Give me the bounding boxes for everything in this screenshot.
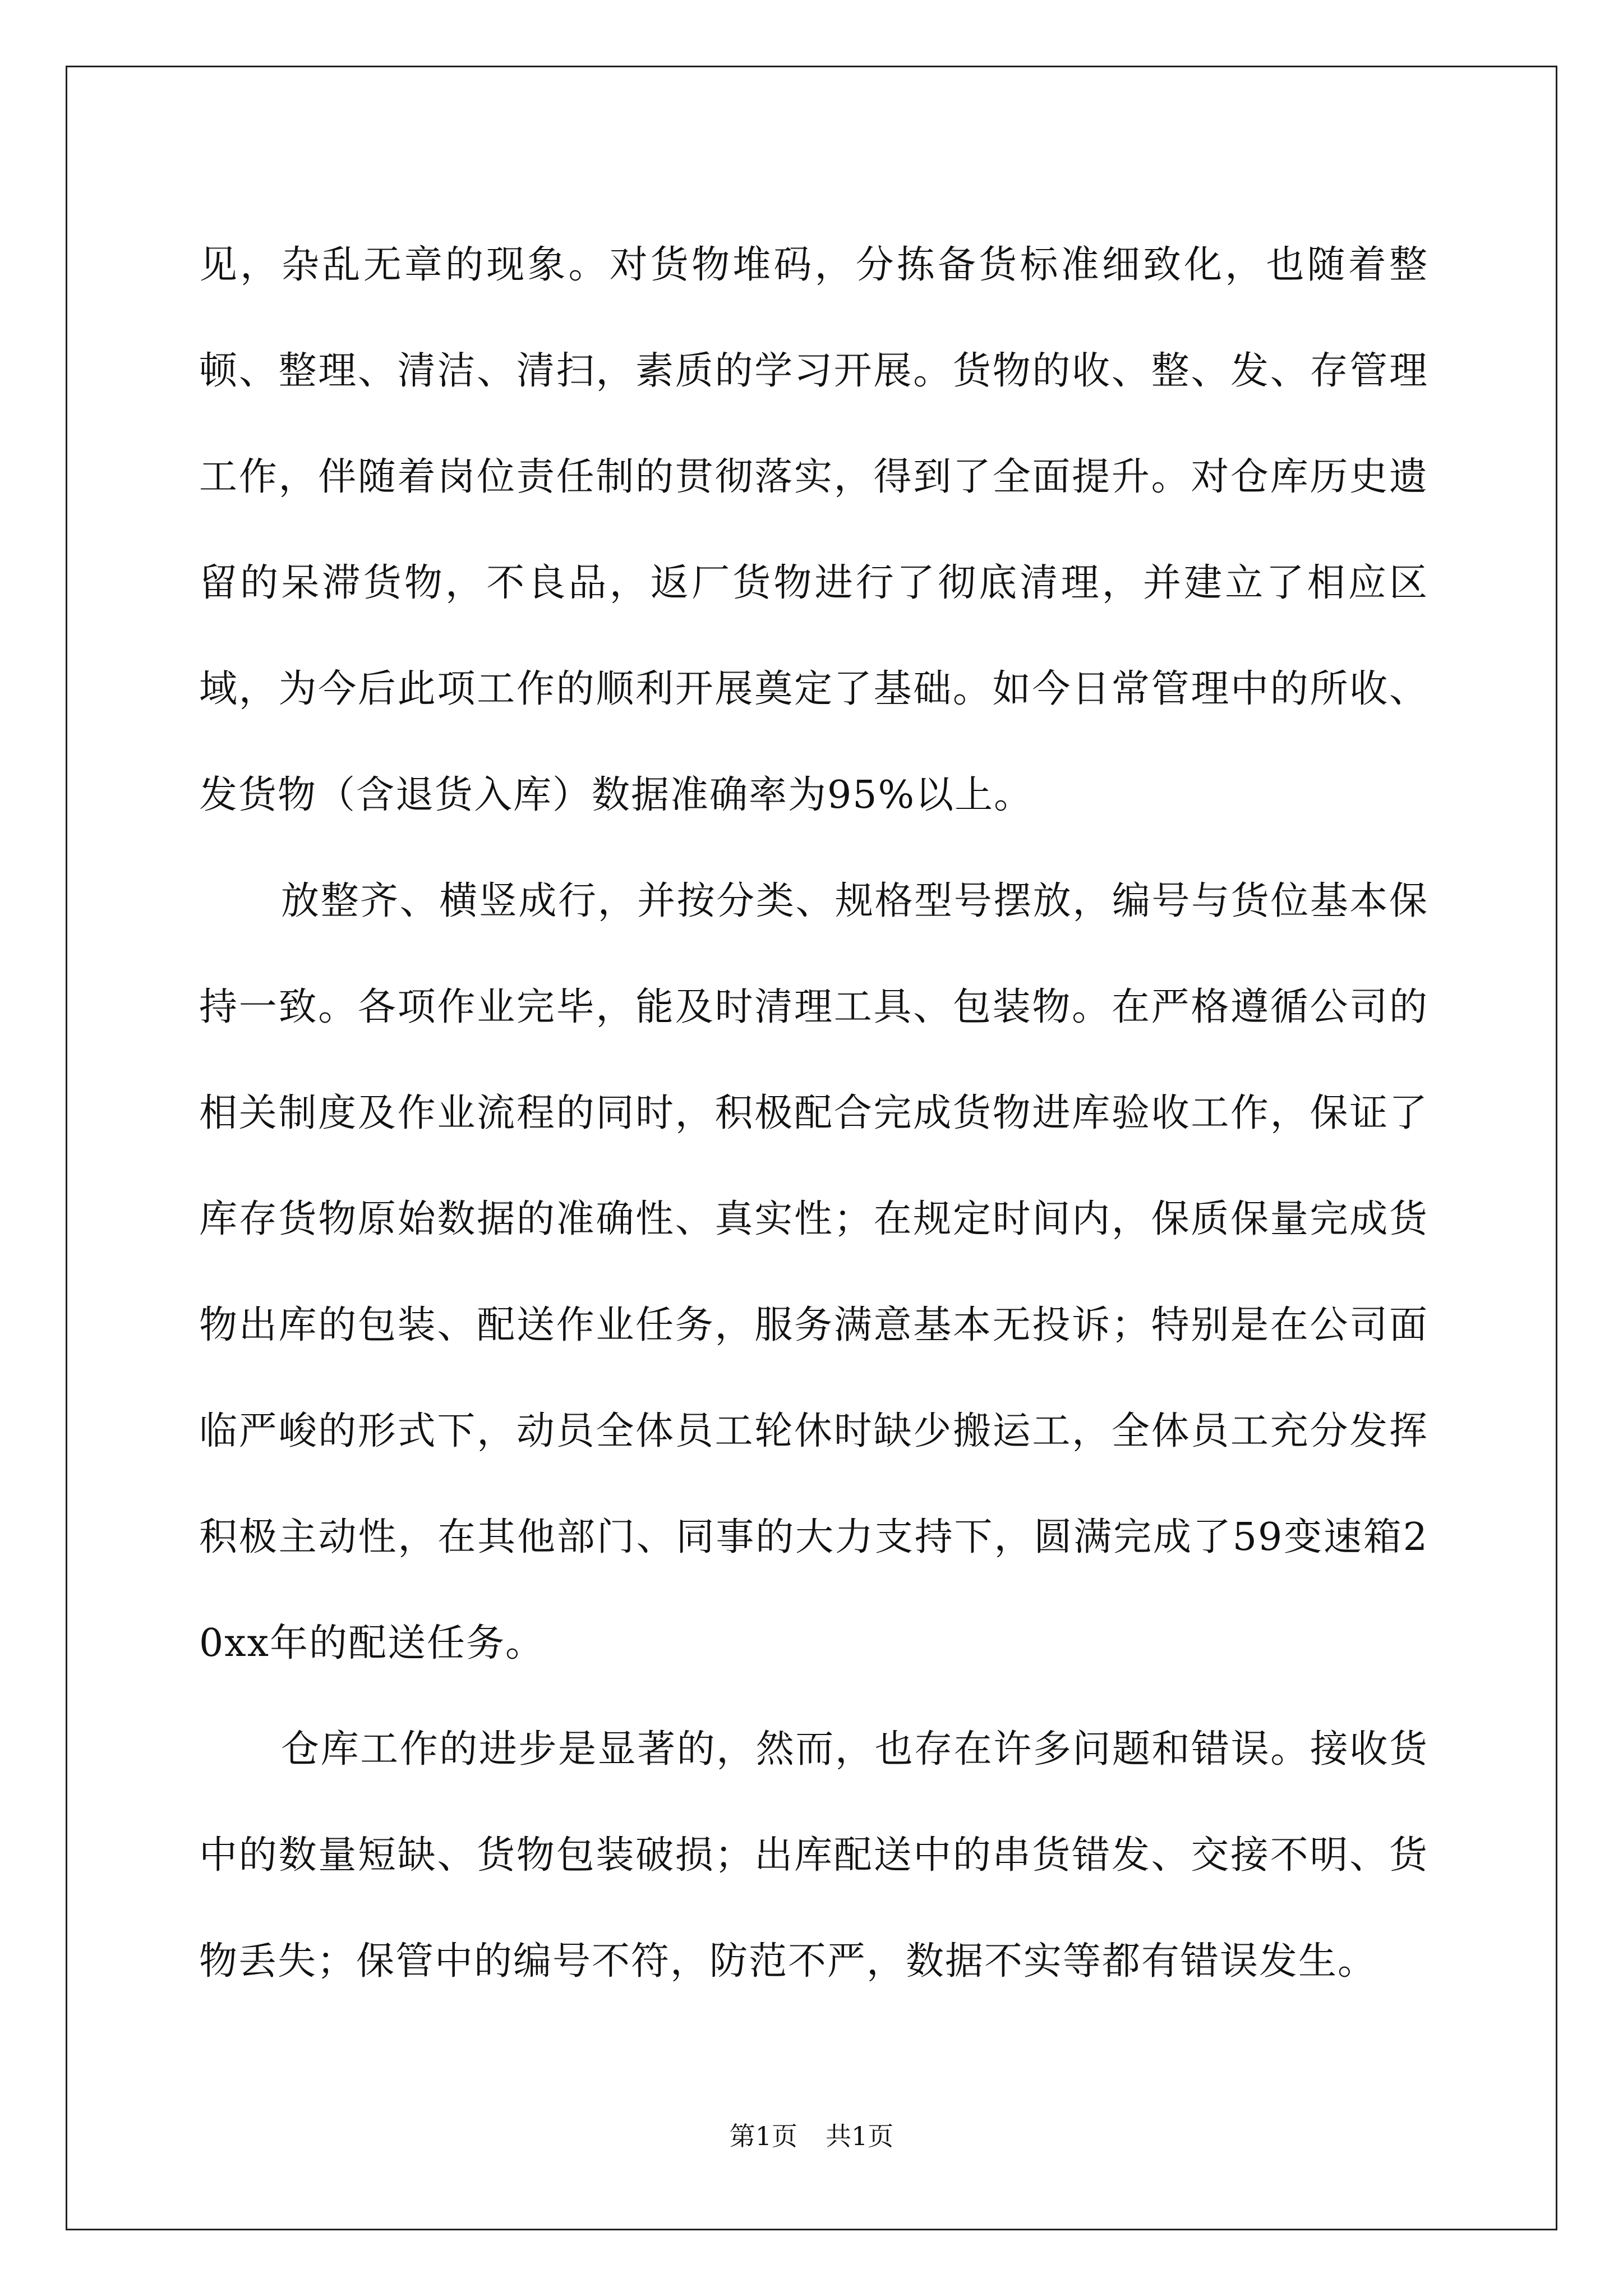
paragraph-2: 放整齐、横竖成行，并按分类、规格型号摆放，编号与货位基本保持一致。各项作业完毕，能及时清理工具、包装物。在严格遵循公司的相关制度及作业流程的同时，积极配合完成货物进库验收工作，保证了库存货物原始数据的准确性、真实性；在规定时间内，保质保量完成货物出库的包装、配送作业任务，服务满意基本无投诉；特别是在公司面临严峻的形式下，动员全体员工轮休时缺少搬运工，全体员工充分发挥积极主动性，在其他部门、同事的大力支持下，圆满完成了59变速箱20xx年的配送任务。	[199, 879, 1428, 1665]
paragraph-1: 见，杂乱无章的现象。对货物堆码，分拣备货标准细致化，也随着整顿、整理、清洁、清扫，素质的学习开展。货物的收、整、发、存管理工作，伴随着岗位责任制的贯彻落实，得到了全面提升。对仓库历史遗留的呆滞货物，不良品，返厂货物进行了彻底清理，并建立了相应区域，为今后此项工作的顺利开展奠定了基础。如今日常管理中的所收、发货物（含退货入库）数据准确率为95%以上。	[199, 243, 1428, 817]
page-footer	[0, 2119, 1623, 2153]
document-body	[199, 212, 1428, 2014]
paragraph-3: 仓库工作的进步是显著的，然而，也存在许多问题和错误。接收货中的数量短缺、货物包装破损；出库配送中的串货错发、交接不明、货物丢失；保管中的编号不符，防范不严，数据不实等都有错误发生。	[199, 1727, 1428, 1984]
page-total-label: 共1页	[826, 2121, 894, 2151]
page-number-label: 第1页	[729, 2121, 797, 2151]
